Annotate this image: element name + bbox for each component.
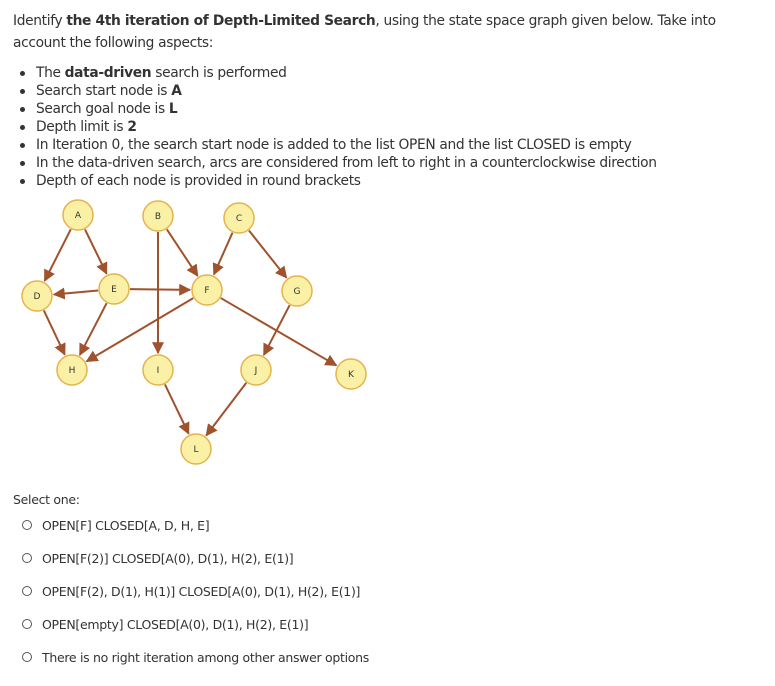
- graph-node-label-j: J: [254, 366, 258, 377]
- graph-node-label-i: I: [156, 366, 160, 377]
- answer-option-label: OPEN[empty] CLOSED[A(0), D(1), H(2), E(1)]: [42, 616, 309, 632]
- graph-edge-g-j: [264, 305, 290, 355]
- radio-button[interactable]: [22, 652, 32, 662]
- graph-node-label-k: K: [348, 370, 354, 381]
- graph-node-label-a: A: [74, 211, 82, 222]
- answer-option-2[interactable]: [22, 547, 369, 569]
- answer-option-label: OPEN[F(2)] CLOSED[A(0), D(1), H(2), E(1)]: [42, 550, 294, 566]
- answer-option-1[interactable]: [22, 514, 369, 536]
- answer-options: [22, 514, 369, 679]
- aspect-item: The data-driven search is performed: [17, 64, 657, 82]
- graph-edge-e-h: [80, 303, 107, 355]
- answer-option-label: OPEN[F] CLOSED[A, D, H, E]: [42, 517, 210, 533]
- state-space-graph: [0, 195, 380, 475]
- aspect-item: Depth of each node is provided in round brackets: [17, 172, 657, 190]
- graph-edge-c-f: [214, 233, 233, 275]
- graph-edge-j-l: [206, 383, 246, 436]
- graph-edge-c-g: [249, 231, 286, 278]
- graph-edge-a-e: [85, 229, 107, 273]
- radio-button[interactable]: [22, 619, 32, 629]
- graph-node-label-d: D: [33, 292, 41, 303]
- question-part-1: Identify: [13, 13, 67, 29]
- graph-edge-e-f: [130, 289, 190, 290]
- graph-edge-b-f: [167, 229, 198, 275]
- graph-edge-i-l: [165, 384, 189, 433]
- graph-node-label-f: F: [204, 286, 210, 297]
- graph-node-label-b: B: [154, 212, 162, 223]
- graph-node-label-g: G: [293, 287, 301, 298]
- radio-button[interactable]: [22, 520, 32, 530]
- answer-option-label: OPEN[F(2), D(1), H(1)] CLOSED[A(0), D(1), H(2), E(1)]: [42, 583, 361, 599]
- answer-option-3[interactable]: [22, 580, 369, 602]
- aspect-item: In Iteration 0, the search start node is added to the list OPEN and the list CLOSED is empty: [17, 136, 657, 154]
- question-text: [13, 10, 769, 54]
- radio-button[interactable]: [22, 553, 32, 563]
- question-part-2: , using the state space graph given below. Take into account the following aspects:: [13, 13, 716, 51]
- graph-node-label-c: C: [235, 214, 243, 225]
- graph-edge-a-d: [45, 229, 71, 281]
- answer-option-label: There is no right iteration among other answer options: [42, 649, 369, 665]
- aspects-list: [17, 64, 657, 190]
- radio-button[interactable]: [22, 586, 32, 596]
- aspect-item: In the data-driven search, arcs are considered from left to right in a counterclockwise direction: [17, 154, 657, 172]
- graph-edge-e-d: [54, 290, 98, 294]
- answer-option-5[interactable]: [22, 646, 369, 668]
- aspect-item: Search goal node is L: [17, 100, 657, 118]
- graph-edge-f-h: [87, 298, 194, 361]
- graph-edge-f-k: [221, 298, 336, 365]
- graph-node-label-h: H: [68, 366, 76, 377]
- graph-node-label-l: L: [193, 445, 199, 456]
- aspect-item: Depth limit is 2: [17, 118, 657, 136]
- question-emphasis: the 4th iteration of Depth-Limited Search: [66, 13, 376, 29]
- graph-node-label-e: E: [111, 285, 117, 296]
- select-one-label: Select one:: [13, 492, 80, 507]
- aspect-item: Search start node is A: [17, 82, 657, 100]
- graph-edge-d-h: [44, 310, 65, 354]
- answer-option-4[interactable]: [22, 613, 369, 635]
